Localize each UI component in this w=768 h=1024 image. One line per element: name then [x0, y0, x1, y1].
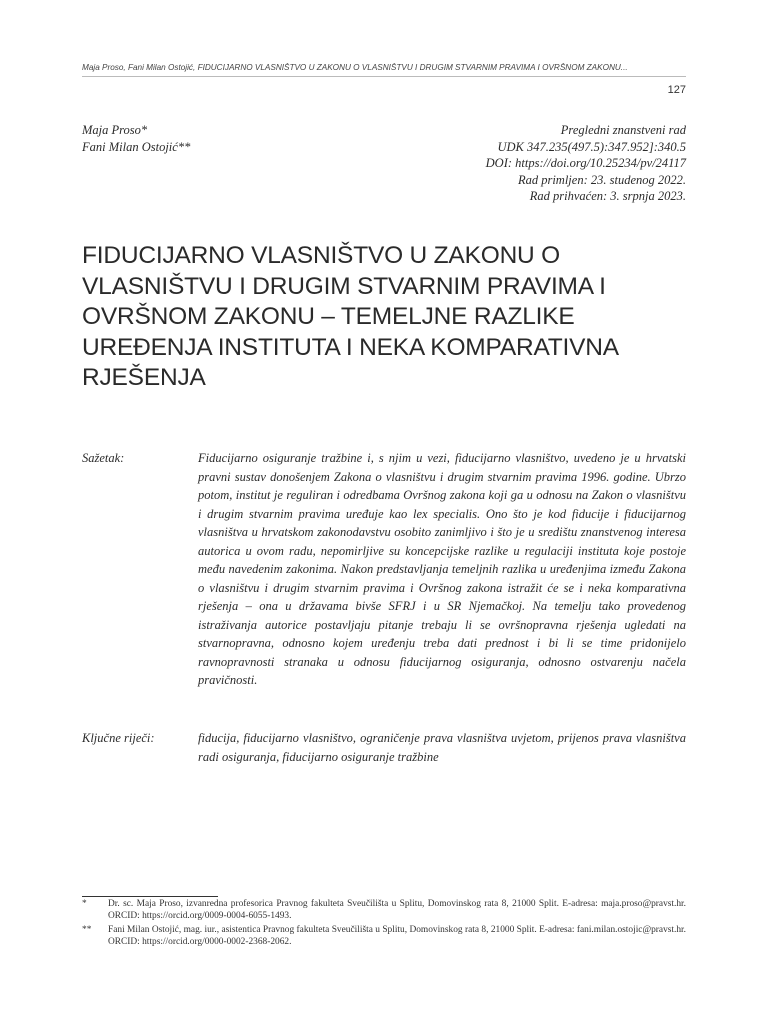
abstract-text: Fiducijarno osiguranje tražbine i, s njim u vezi, fiducijarno vlasništvo, uvedeno je u hrvatski pravni sustav donošenjem Zakona o vlasništvu i drugim stvarnim pravima 1996. godine. Ubrzo potom, institut je reguliran i odredbama Ovršnog zakona koji ga u odnosu na Zakon o vlasništvu i drugim stvarnim pravima uređuje kao lex specialis. Ono što je kod fiducije i fiducijarnog vlasništva u hrvatskom zakonodavstvu osobito zanimljivo i što je u središtu znanstvenog interesa autorica u ovom radu, nepomirljive su koncepcijske razlike u regulaciji instituta koje postoje među navedenim zakonima. Nakon predstavljanja temeljnih razlika u uređenjima između Zakona o vlasništvu i drugim stvarnim pravima i Ovršnog zakona istražit će se i neka komparativna rješenja – ona u državama bivše SFRJ i u SR Njemačkoj. Na temelju tako provedenog istraživanja autorice postavljaju pitanje trebaju li se ovršnopravna rješenja ugledati na stvarnopravna, odnosno kojem uređenju treba dati prednost i bi li se time pridonijelo ravnopravnosti stranaka u odnosu fiducijarnog osiguranja, odnosno ostvarenju načela pravičnosti.: [198, 451, 686, 687]
footnote-mark: **: [82, 925, 92, 935]
accepted-date: Rad prihvaćen: 3. srpnja 2023.: [529, 189, 686, 203]
author-name: Fani Milan Ostojić**: [82, 139, 191, 154]
keywords-text: fiducija, fiducijarno vlasništvo, ograničenje prava vlasništva uvjetom, prijenos prava vlasništva radi osiguranja, fiducijarno osiguranje tražbine: [198, 731, 686, 764]
author-name: Maja Proso*: [82, 123, 148, 137]
page-number: 127: [667, 84, 686, 96]
footnote-text: Dr. sc. Maja Proso, izvanredna profesorica Pravnog fakulteta Sveučilišta u Splitu, Domovinskog rata 8, 21000 Split. E-adresa: maja.proso@pravst.hr. ORCID: https://orcid.org/0009-0004-6055-1493.: [108, 899, 686, 922]
paper-title: FIDUCIJARNO VLASNIŠTVO U ZAKONU O VLASNIŠTVU I DRUGIM STVARNIM PRAVIMA I OVRŠNOM ZAKONU – TEMELJNE RAZLIKE UREĐENJA INSTITUTA I NEKA KOMPARATIVNA RJEŠENJA: [82, 242, 618, 391]
footnote-item: [82, 898, 686, 922]
doi-link[interactable]: DOI: https://doi.org/10.25234/pv/24117: [485, 156, 686, 170]
article-meta: [486, 122, 686, 205]
received-date: Rad primljen: 23. studenog 2022.: [517, 172, 686, 187]
footnote-mark: *: [82, 899, 87, 909]
keywords-label: Ključne riječi:: [82, 731, 155, 745]
footnote-divider: [82, 896, 218, 897]
article-type: Pregledni znanstveni rad: [560, 123, 686, 137]
abstract-label: Sažetak:: [82, 451, 125, 465]
author-list: [82, 122, 190, 155]
udk-code: UDK 347.235(497.5):347.952]:340.5: [497, 139, 686, 154]
footnote-item: [82, 924, 686, 948]
footnote-text: Fani Milan Ostojić, mag. iur., asistentica Pravnog fakulteta Sveučilišta u Splitu, Domovinskog rata 8, 21000 Split. E-adresa: fani.milan.ostojic@pravst.hr. ORCID: https://orcid.org/0000-0002-2368-2062.: [108, 925, 686, 948]
running-head: Maja Proso, Fani Milan Ostojić, FIDUCIJARNO VLASNIŠTVO U ZAKONU O VLASNIŠTVU I DRUGIM STVARNIM PRAVIMA I OVRŠNOM ZAKONU...: [82, 63, 686, 77]
